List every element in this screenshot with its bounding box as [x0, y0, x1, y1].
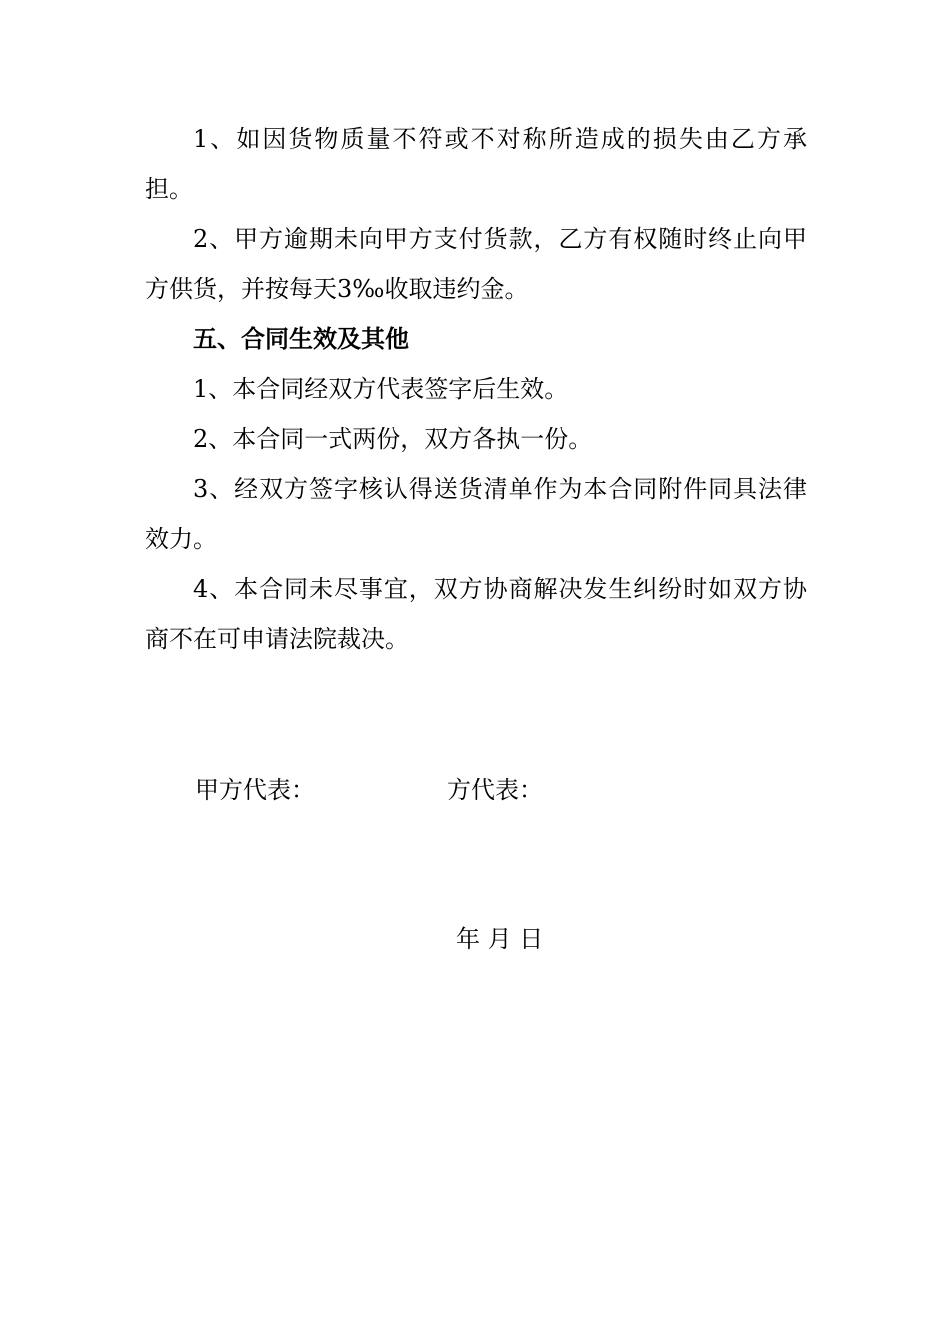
clause-paragraph: 1、如因货物质量不符或不对称所造成的损失由乙方承担。	[145, 125, 807, 203]
clause-paragraph: 3、经双方签字核认得送货清单作为本合同附件同具法律效力。	[145, 475, 807, 553]
contract-body	[145, 114, 807, 664]
party-b-signature-label: 方代表：	[447, 776, 543, 804]
clause-paragraph: 2、甲方逾期未向甲方支付货款，乙方有权随时终止向甲方供货，并按每天3‰收取违约金。	[145, 225, 807, 303]
clause-paragraph: 4、本合同未尽事宜，双方协商解决发生纠纷时如双方协商不在可申请法院裁决。	[145, 575, 807, 653]
clause-paragraph: 2、本合同一式两份，双方各执一份。	[193, 425, 593, 453]
date-line: 年 月 日	[456, 925, 544, 953]
party-a-signature-label: 甲方代表：	[195, 776, 315, 804]
section-heading: 五、合同生效及其他	[193, 324, 409, 353]
clause-paragraph: 1、本合同经双方代表签字后生效。	[193, 375, 569, 403]
signature-row	[195, 765, 795, 815]
